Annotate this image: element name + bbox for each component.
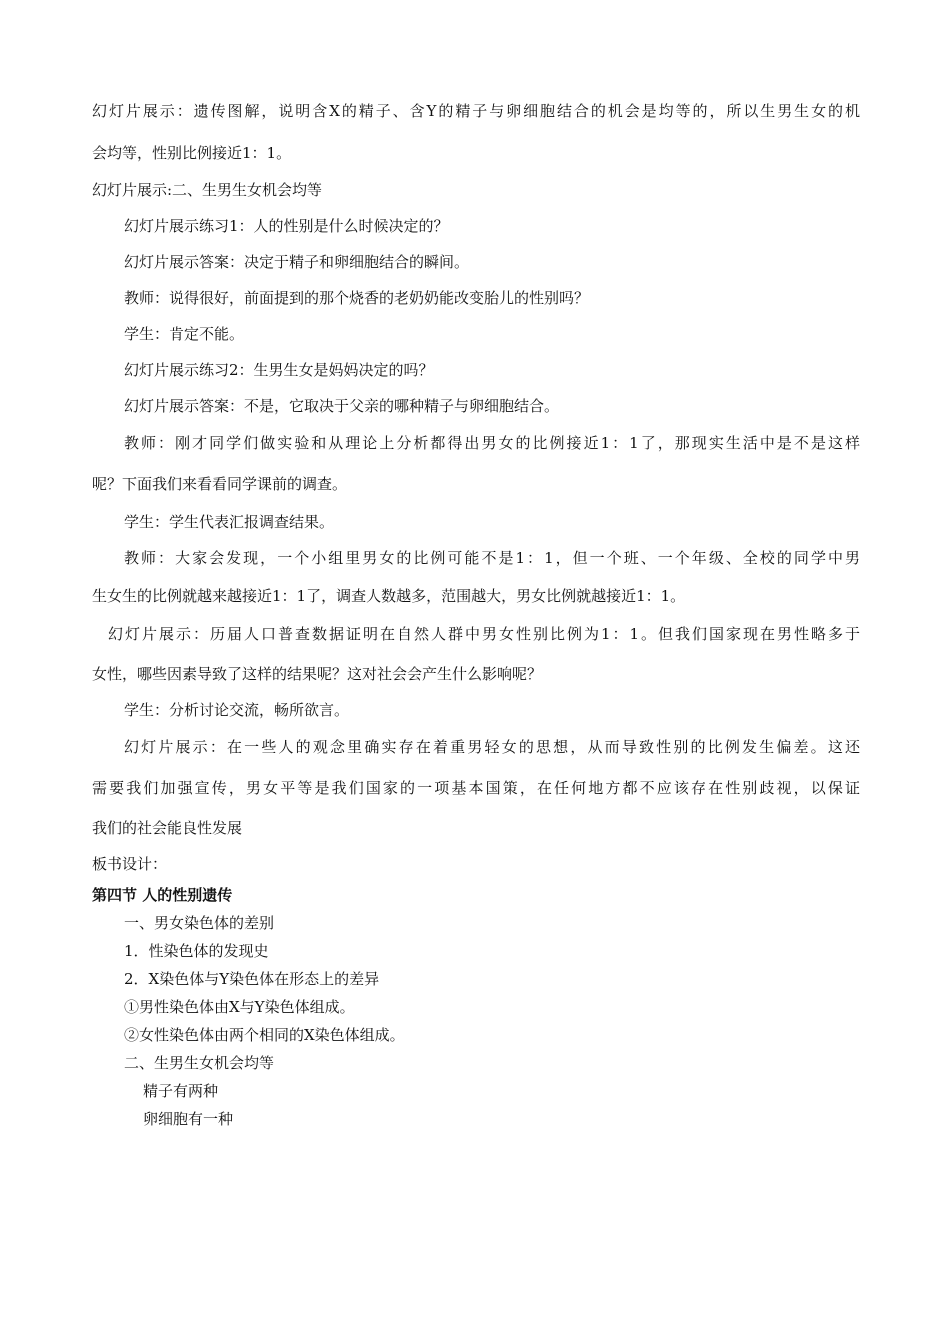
outline-item: 1．性染色体的发现史 — [124, 942, 269, 960]
outline-item: ②女性染色体由两个相同的X染色体组成。 — [124, 1026, 405, 1044]
section-heading: 第四节 人的性别遗传 — [92, 886, 233, 904]
paragraph-line: 教师：大家会发现，一个小组里男女的比例可能不是1：1，但一个班、一个年级、全校的同学中男 — [124, 549, 860, 567]
paragraph-line: 会均等，性别比例接近1：1。 — [92, 144, 292, 162]
outline-item: 2．X染色体与Y染色体在形态上的差异 — [124, 970, 380, 988]
paragraph-line: 学生：分析讨论交流，畅所欲言。 — [124, 701, 350, 719]
outline-item: 精子有两种 — [143, 1082, 219, 1100]
paragraph-line: 生女生的比例就越来越接近1：1了，调查人数越多，范围越大，男女比例就越接近1：1。 — [92, 587, 686, 605]
paragraph-line: 幻灯片展示：遗传图解，说明含X的精子、含Y的精子与卵细胞结合的机会是均等的，所以生男生女的机 — [92, 102, 860, 120]
paragraph-line: 需要我们加强宣传，男女平等是我们国家的一项基本国策，在任何地方都不应该存在性别歧视，以保证 — [92, 779, 860, 797]
paragraph-line: 呢？下面我们来看看同学课前的调查。 — [92, 475, 348, 493]
paragraph-line: 女性，哪些因素导致了这样的结果呢？这对社会会产生什么影响呢？ — [92, 665, 543, 683]
paragraph-line: 幻灯片展示答案：不是，它取决于父亲的哪种精子与卵细胞结合。 — [124, 397, 560, 415]
outline-item: 一、男女染色体的差别 — [124, 914, 275, 932]
outline-item: 卵细胞有一种 — [143, 1110, 234, 1128]
paragraph-line: 教师：说得很好，前面提到的那个烧香的老奶奶能改变胎儿的性别吗？ — [124, 289, 590, 307]
paragraph-line: 学生：肯定不能。 — [124, 325, 245, 343]
paragraph-line: 我们的社会能良性发展 — [92, 819, 243, 837]
paragraph-line: 教师：刚才同学们做实验和从理论上分析都得出男女的比例接近1：1了，那现实生活中是不是这样 — [124, 434, 860, 452]
paragraph-line: 幻灯片展示:二、生男生女机会均等 — [92, 181, 323, 199]
paragraph-line: 学生：学生代表汇报调查结果。 — [124, 513, 335, 531]
outline-item: ①男性染色体由X与Y染色体组成。 — [124, 998, 355, 1016]
paragraph-line: 幻灯片展示练习2：生男生女是妈妈决定的吗？ — [124, 361, 434, 379]
paragraph-line: 幻灯片展示答案：决定于精子和卵细胞结合的瞬间。 — [124, 253, 470, 271]
outline-item: 二、生男生女机会均等 — [124, 1054, 275, 1072]
paragraph-line: 幻灯片展示练习1：人的性别是什么时候决定的？ — [124, 217, 449, 235]
paragraph-line: 幻灯片展示：历届人口普查数据证明在自然人群中男女性别比例为1：1。但我们国家现在男性略多于 — [108, 625, 860, 643]
paragraph-line: 幻灯片展示：在一些人的观念里确实存在着重男轻女的思想，从而导致性别的比例发生偏差。这还 — [124, 738, 860, 756]
paragraph-line: 板书设计： — [92, 855, 168, 873]
